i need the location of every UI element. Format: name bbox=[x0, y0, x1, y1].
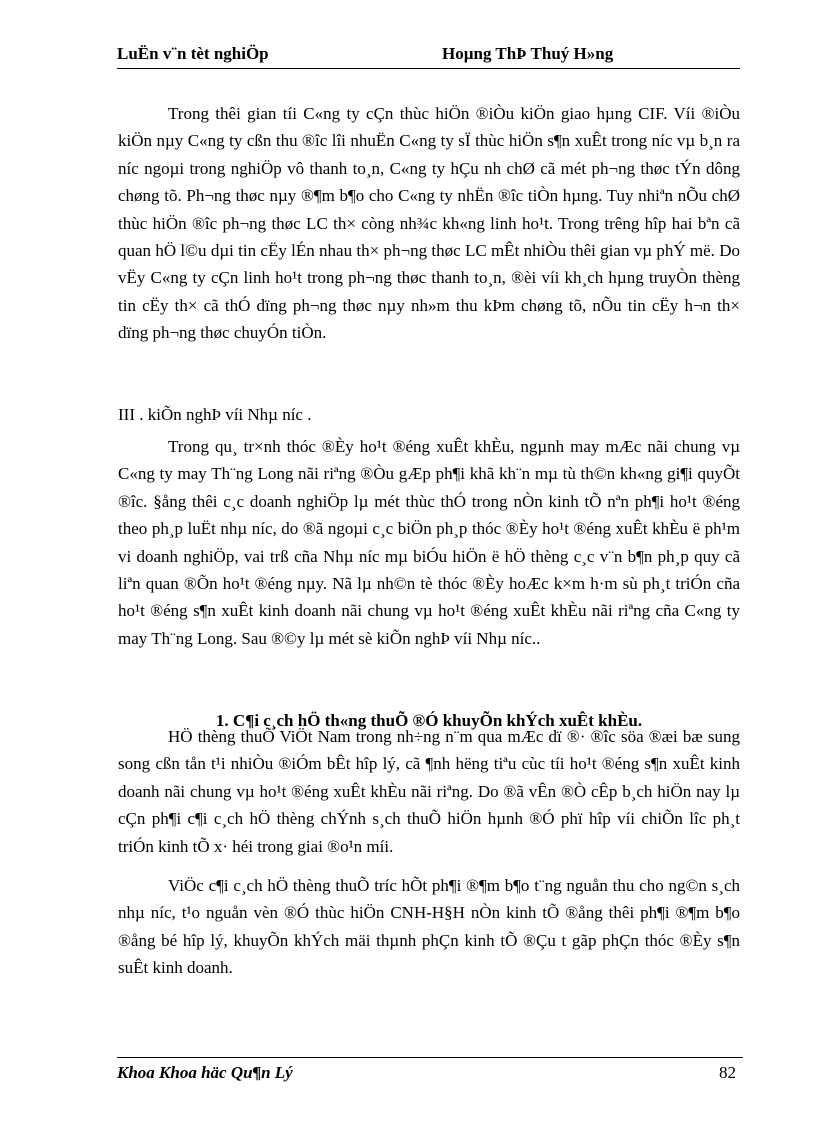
header-author-name: Hoµng ThÞ Thuý H»ng bbox=[442, 44, 614, 63]
subsection-heading-tax-reform: 1. C¶i c¸ch hÖ th«ng thuÕ ®Ó khuyÕn khÝch xuÊt khÈu. bbox=[215, 711, 643, 730]
body-paragraph-2: Trong qu¸ tr×nh thóc ®Èy ho¹t ®éng xuÊt khÈu, ngµnh may mÆc nãi chung vµ C«ng ty may Th¨ng Long nãi riªng ®Òu gÆp ph¶i khã kh¨n mµ tù th©n kh«ng gi¶i quyÕt ®îc. §ång thêi c¸c doanh nghiÖp lµ mét thùc thÓ trong nÒn kinh tÕ nªn ph¶i ho¹t ®éng theo ph¸p luËt nhµ níc, do ®ã ngoµi c¸c biÖn ph¸p thóc ®Èy ho¹t ®éng xuÊt khÈu ë ph¹m vi doanh nghiÖp, vai trß cña Nhµ níc mµ biÓu hiÖn ë hÖ thèng c¸c v¨n b¶n ph¸p quy cã liªn quan ®Õn ho¹t ®éng nµy. Nã lµ nh©n tè thóc ®Èy hoÆc k×m h·m sù ph¸t triÓn cña ho¹t ®éng s¶n xuÊt kinh doanh nãi chung vµ ho¹t ®éng xuÊt khÈu nãi riªng cña C«ng ty may Th¨ng Long. Sau ®©y lµ mét sè kiÕn nghÞ víi Nhµ níc.. bbox=[118, 437, 740, 648]
header-divider bbox=[117, 68, 740, 69]
section-heading-recommendations: III . kiÕn nghÞ víi Nhµ níc . bbox=[118, 405, 312, 424]
footer-divider bbox=[117, 1057, 743, 1058]
body-paragraph-4: ViÖc c¶i c¸ch hÖ thèng thuÕ tríc hÕt ph¶i ®¶m b¶o t¨ng nguån thu cho ng©n s¸ch nhµ níc, t¹o nguån vèn ®Ó thùc hiÖn CNH-H§H nÒn kinh tÕ ®ång thêi ph¶i ®¶m b¶o ®ång bé hîp lý, khuyÕn khÝch mäi thµnh phÇn kinh tÕ ®Çu t gãp phÇn thóc ®Èy s¶n suÊt kinh doanh. bbox=[118, 876, 740, 978]
page-header bbox=[117, 40, 740, 74]
footer-faculty-name: Khoa Khoa häc Qu¶n Lý bbox=[117, 1063, 293, 1082]
body-paragraph-1: Trong thêi gian tíi C«ng ty cÇn thùc hiÖn ®iÒu kiÖn giao hµng CIF. Víi ®iÒu kiÖn nµy C«ng ty cßn thu ®îc lîi nhuËn C«ng ty sÏ thùc hiÖn s¶n xuÊt trong níc vµ b¸n ra níc ngoµi trong nghiÖp vô thanh to¸n, C«ng ty hÇu nh chØ cã mét ph¬ng thøc tÝn dông chøng tõ. Ph¬ng thøc nµy ®¶m b¶o cho C«ng ty nhËn ®îc tiÒn hµng. Tuy nhiªn nÕu chØ thùc hiÖn ®îc ph¬ng thøc LC th× còng nh¾c kh«ng linh ho¹t. Trong trêng hîp hai bªn cã quan hÖ l©u dµi tin cËy lÉn nhau th× ph¬ng thøc LC mÊt nhiÒu thêi gian vµ phÝ më. Do vËy C«ng ty cÇn linh ho¹t trong ph¬ng thøc thanh to¸n, ®èi víi kh¸ch hµng truyÒn thèng tin cËy th× cã thÓ dïng ph¬ng thøc nµy nh»m thu kÞm chøng tõ, nÕu tin cËy h¬n th× dïng ph¬ng thøc chuyÓn tiÒn. bbox=[118, 104, 740, 343]
header-thesis-label: LuËn v¨n tèt nghiÖp bbox=[117, 44, 269, 63]
page-number: 82 bbox=[719, 1063, 736, 1082]
body-paragraph-3: HÖ thèng thuÕ ViÖt Nam trong nh÷ng n¨m qua mÆc dï ®· ®îc söa ®æi bæ sung song cßn tån t¹i nhiÒu ®iÓm bÊt hîp lý, cã ¶nh hëng tiªu cùc tíi ho¹t ®éng s¶n xuÊt kinh doanh nãi chung vµ ho¹t ®éng xuÊt khÈu nãi riªng. Do ®ã vÊn ®Ò cÊp b¸ch hiÖn nay lµ cÇn ph¶i c¶i c¸ch hÖ thèng chÝnh s¸ch thuÕ hiÖn hµnh ®Ó phï hîp víi chiÕn lîc ph¸t triÓn kinh tÕ x· héi trong giai ®o¹n míi. bbox=[118, 727, 740, 856]
